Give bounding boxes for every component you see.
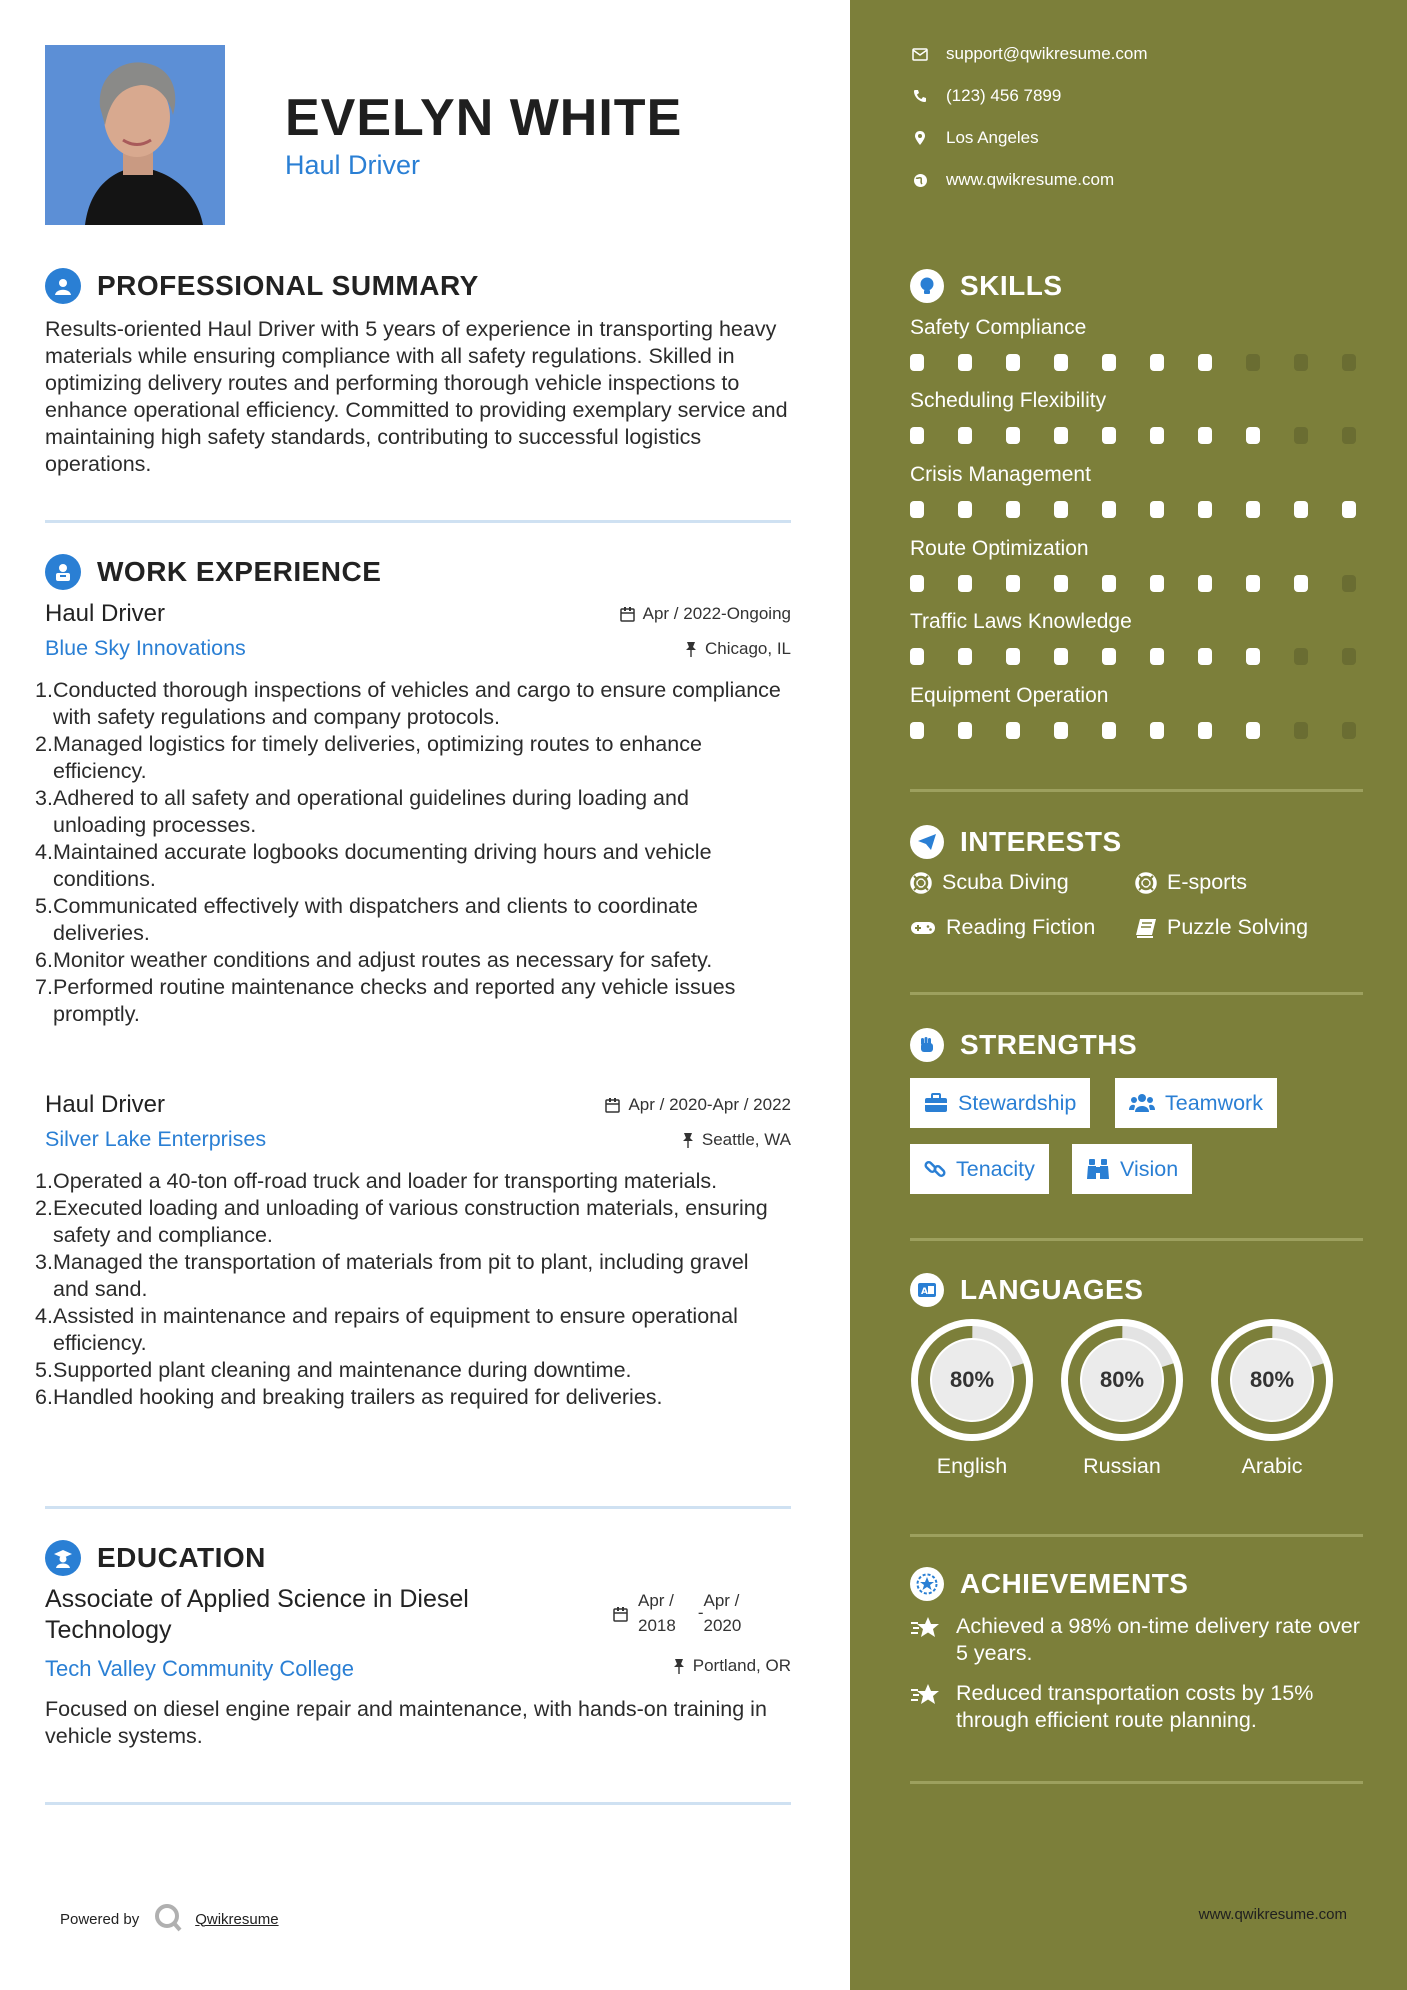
- calendar-icon: [613, 1607, 628, 1622]
- rating-dot-filled: [1198, 648, 1212, 665]
- rating-dot-filled: [1198, 722, 1212, 739]
- languages-section-header: [910, 1273, 1143, 1307]
- rating-dot-filled: [1054, 427, 1068, 444]
- pin-icon: [673, 1658, 685, 1674]
- strength-label: Vision: [1120, 1156, 1179, 1181]
- rating-dot-empty: [1342, 354, 1356, 371]
- pin-icon: [682, 1132, 694, 1148]
- skill-item: [910, 389, 1360, 444]
- rating-dot-filled: [1006, 575, 1020, 592]
- education-location: [673, 1656, 791, 1676]
- job-date: [620, 604, 791, 624]
- job-duties-list: [35, 1168, 791, 1411]
- list-item: [35, 1303, 781, 1357]
- rating-dot-empty: [1294, 354, 1308, 371]
- education-degree: Associate of Applied Science in Diesel Technology: [45, 1585, 469, 1644]
- paper-plane-icon: [910, 825, 944, 859]
- life-ring-icon: [910, 872, 932, 894]
- rating-dot-filled: [1246, 648, 1260, 665]
- rating-dot-filled: [1054, 722, 1068, 739]
- list-item: [35, 1249, 781, 1303]
- list-item: [35, 947, 781, 974]
- language-percent: 80%: [1249, 1367, 1295, 1392]
- list-number: 7.: [35, 975, 53, 999]
- rating-dot-filled: [1198, 575, 1212, 592]
- qwikresume-link[interactable]: Qwikresume: [195, 1910, 279, 1928]
- sidebar-divider: [910, 1534, 1363, 1537]
- candidate-title: Haul Driver: [285, 150, 421, 180]
- contact-phone-text: (123) 456 7899: [946, 86, 1062, 105]
- rating-dot-filled: [910, 501, 924, 518]
- list-item-text: Managed the transportation of materials from pit to plant, including gravel and sand.: [53, 1250, 749, 1301]
- rating-dot-filled: [1246, 575, 1260, 592]
- job-title: Haul Driver: [45, 1091, 166, 1118]
- education-location-text: Portland, OR: [692, 1656, 791, 1675]
- link-icon: [924, 1158, 946, 1180]
- skill-rating: [910, 501, 1356, 518]
- rating-dot-filled: [958, 575, 972, 592]
- rating-dot-empty: [1246, 354, 1260, 371]
- rating-dot-filled: [1054, 575, 1068, 592]
- job-date-text: Apr / 2022-Ongoing: [642, 604, 791, 623]
- language-item: [1060, 1318, 1184, 1479]
- language-progress-ring: [1210, 1318, 1334, 1442]
- interest-item: [1135, 915, 1308, 940]
- list-item: [35, 1384, 781, 1411]
- calendar-icon: [620, 607, 635, 622]
- summary-text: Results-oriented Haul Driver with 5 years of experience in transporting heavy materials while ensuring compliance with all safety regulations. Skilled in optimizing delivery routes and performing thorough vehicle inspections to enhance operational efficiency. Committed to providing exemplary service and maintaining high safety standards, contributing to successful logistics operations.: [45, 317, 788, 476]
- map-marker-icon: [910, 130, 930, 146]
- job-location: [682, 1130, 791, 1150]
- contact-email-text: support@qwikresume.com: [946, 44, 1148, 63]
- rating-dot-filled: [1054, 648, 1068, 665]
- interest-label: Scuba Diving: [942, 870, 1069, 894]
- sidebar: [850, 0, 1407, 1990]
- language-name: Arabic: [1241, 1454, 1303, 1478]
- education-heading: EDUCATION: [97, 1542, 266, 1573]
- language-item: [1210, 1318, 1334, 1479]
- briefcase-icon: [924, 1093, 948, 1113]
- skill-name: Crisis Management: [910, 463, 1091, 486]
- book-icon: [1135, 918, 1157, 938]
- star-icon: [910, 1613, 946, 1667]
- skill-item: [910, 684, 1360, 739]
- rating-dot-filled: [958, 427, 972, 444]
- svg-text:A: A: [921, 1287, 928, 1297]
- sidebar-divider: [910, 992, 1363, 995]
- list-item: [35, 677, 781, 731]
- list-item: [35, 974, 781, 1028]
- skill-rating: [910, 427, 1356, 444]
- rating-dot-filled: [1102, 427, 1116, 444]
- education-date-dash: -: [697, 1603, 704, 1622]
- strength-label: Stewardship: [958, 1090, 1077, 1115]
- gamepad-icon: [910, 920, 936, 936]
- education-end-month: Apr /: [703, 1591, 740, 1610]
- rating-dot-filled: [1006, 427, 1020, 444]
- list-item: [35, 893, 781, 947]
- user-icon: [45, 268, 81, 304]
- achievements-section-header: [910, 1567, 1188, 1601]
- rating-dot-filled: [910, 722, 924, 739]
- strength-tag: [1072, 1144, 1192, 1194]
- education-description: Focused on diesel engine repair and maintenance, with hands-on training in vehicle systems.: [45, 1697, 767, 1748]
- language-item: [910, 1318, 1034, 1479]
- list-number: 4.: [35, 840, 53, 864]
- strength-tag: [1115, 1078, 1277, 1128]
- rating-dot-filled: [1246, 501, 1260, 518]
- rating-dot-filled: [1198, 427, 1212, 444]
- rating-dot-filled: [1246, 427, 1260, 444]
- rating-dot-filled: [1006, 722, 1020, 739]
- language-percent: 80%: [1099, 1367, 1145, 1392]
- education-end-year: 2020: [703, 1616, 742, 1635]
- languages-heading: LANGUAGES: [960, 1274, 1144, 1305]
- achievement-text: Achieved a 98% on-time delivery rate over 5 years.: [956, 1614, 1360, 1665]
- rating-dot-filled: [958, 501, 972, 518]
- strength-tag: [910, 1144, 1049, 1194]
- list-item-text: Monitor weather conditions and adjust routes as necessary for safety.: [53, 948, 713, 972]
- rating-dot-filled: [1006, 648, 1020, 665]
- rating-dot-filled: [1150, 354, 1164, 371]
- skill-name: Scheduling Flexibility: [910, 389, 1107, 412]
- rating-dot-filled: [1342, 501, 1356, 518]
- phone-icon: [910, 89, 930, 103]
- strength-label: Tenacity: [956, 1156, 1035, 1181]
- rating-dot-filled: [1294, 575, 1308, 592]
- list-number: 3.: [35, 786, 53, 810]
- list-number: 5.: [35, 894, 53, 918]
- list-number: 5.: [35, 1358, 53, 1382]
- contact-website[interactable]: [910, 170, 1114, 190]
- powered-by: [60, 1902, 279, 1936]
- education-section-header: [45, 1540, 266, 1576]
- education-dates: [613, 1588, 763, 1638]
- rating-dot-filled: [910, 575, 924, 592]
- language-progress-ring: [1060, 1318, 1184, 1442]
- list-number: 6.: [35, 948, 53, 972]
- rating-dot-filled: [1150, 648, 1164, 665]
- rating-dot-filled: [1054, 354, 1068, 371]
- skill-item: [910, 610, 1360, 665]
- skill-item: [910, 316, 1360, 371]
- skill-name: Equipment Operation: [910, 684, 1109, 707]
- job-company: Blue Sky Innovations: [45, 636, 246, 660]
- summary-heading: PROFESSIONAL SUMMARY: [97, 270, 479, 301]
- rating-dot-filled: [1102, 648, 1116, 665]
- rating-dot-filled: [958, 648, 972, 665]
- job-entry: [35, 1091, 791, 1411]
- list-number: 3.: [35, 1250, 53, 1274]
- education-start-month: Apr /: [638, 1591, 674, 1610]
- skill-name: Safety Compliance: [910, 316, 1087, 339]
- interest-item: [1135, 870, 1247, 895]
- list-item: [35, 1195, 781, 1249]
- section-divider: [45, 1506, 791, 1509]
- rating-dot-filled: [1102, 501, 1116, 518]
- education-school: Tech Valley Community College: [45, 1656, 354, 1681]
- profile-photo: [45, 45, 225, 225]
- powered-by-label: Powered by: [60, 1910, 140, 1928]
- skill-name: Route Optimization: [910, 537, 1089, 560]
- list-number: 2.: [35, 1196, 53, 1220]
- list-item-text: Communicated effectively with dispatchers and clients to coordinate deliveries.: [53, 894, 698, 945]
- rating-dot-filled: [1102, 722, 1116, 739]
- strength-tag: [910, 1078, 1090, 1128]
- list-item-text: Handled hooking and breaking trailers as required for deliveries.: [53, 1385, 663, 1409]
- language-icon: [910, 1273, 944, 1307]
- language-percent: 80%: [949, 1367, 995, 1392]
- rating-dot-filled: [910, 354, 924, 371]
- qwikresume-logo-icon: [153, 1902, 183, 1936]
- list-item: [35, 1168, 781, 1195]
- contact-phone[interactable]: [910, 86, 1061, 106]
- job-company: Silver Lake Enterprises: [45, 1127, 267, 1151]
- rating-dot-filled: [1102, 575, 1116, 592]
- skill-rating: [910, 648, 1356, 665]
- rating-dot-empty: [1294, 427, 1308, 444]
- language-name: English: [936, 1454, 1008, 1478]
- strength-label: Teamwork: [1165, 1090, 1263, 1115]
- rating-dot-filled: [1246, 722, 1260, 739]
- interest-label: Reading Fiction: [946, 915, 1096, 939]
- achievements-heading: ACHIEVEMENTS: [960, 1568, 1189, 1599]
- strengths-heading: STRENGTHS: [960, 1029, 1138, 1060]
- sidebar-divider: [910, 1238, 1363, 1241]
- globe-icon: [910, 173, 930, 188]
- rating-dot-filled: [1150, 722, 1164, 739]
- sidebar-divider: [910, 1781, 1363, 1784]
- graduate-icon: [45, 1540, 81, 1576]
- interests-section-header: [910, 825, 1122, 859]
- rating-dot-filled: [1054, 501, 1068, 518]
- list-item-text: Executed loading and unloading of various construction materials, ensuring safety and compliance.: [53, 1196, 768, 1247]
- achievement-item: [910, 1613, 1370, 1667]
- job-date: [605, 1095, 791, 1115]
- briefcase-user-icon: [45, 554, 81, 590]
- rating-dot-filled: [910, 648, 924, 665]
- interest-item: [910, 915, 1095, 940]
- rating-dot-filled: [1198, 501, 1212, 518]
- rating-dot-filled: [1150, 575, 1164, 592]
- rating-dot-filled: [958, 354, 972, 371]
- achievement-item: [910, 1680, 1370, 1734]
- interests-heading: INTERESTS: [960, 826, 1122, 857]
- rating-dot-empty: [1342, 427, 1356, 444]
- list-item-text: Maintained accurate logbooks documenting driving hours and vehicle conditions.: [53, 840, 712, 891]
- rating-dot-filled: [1198, 354, 1212, 371]
- education-start-year: 2018: [638, 1616, 676, 1635]
- skill-rating: [910, 354, 1356, 371]
- rating-dot-empty: [1294, 648, 1308, 665]
- rating-dot-filled: [1006, 501, 1020, 518]
- rating-dot-empty: [1342, 575, 1356, 592]
- footer-website[interactable]: www.qwikresume.com: [1198, 1906, 1347, 1923]
- section-divider: [45, 520, 791, 523]
- rating-dot-filled: [1150, 501, 1164, 518]
- candidate-name: EVELYN WHITE: [285, 89, 683, 147]
- job-location-text: Chicago, IL: [705, 638, 791, 658]
- contact-website-text: www.qwikresume.com: [946, 170, 1115, 189]
- work-section-header: [45, 554, 381, 590]
- list-item-text: Operated a 40-ton off-road truck and loader for transporting materials.: [53, 1169, 718, 1193]
- rating-dot-empty: [1342, 722, 1356, 739]
- list-number: 2.: [35, 732, 53, 756]
- rating-dot-filled: [1150, 427, 1164, 444]
- interest-label: E-sports: [1167, 870, 1248, 894]
- rating-dot-filled: [1102, 354, 1116, 371]
- list-number: 1.: [35, 1169, 53, 1193]
- star-badge-icon: [910, 1567, 944, 1601]
- lightbulb-icon: [910, 269, 944, 303]
- interest-item: [910, 870, 1069, 895]
- skill-name: Traffic Laws Knowledge: [910, 610, 1132, 633]
- language-name: Russian: [1083, 1454, 1161, 1478]
- interest-label: Puzzle Solving: [1167, 915, 1309, 939]
- job-duties-list: [35, 677, 791, 1028]
- skills-heading: SKILLS: [960, 270, 1063, 301]
- envelope-icon: [910, 48, 930, 61]
- job-title: Haul Driver: [45, 600, 166, 627]
- job-location: [685, 639, 791, 659]
- skills-section-header: [910, 269, 1063, 303]
- contact-email[interactable]: [910, 44, 1148, 64]
- list-number: 1.: [35, 678, 53, 702]
- star-icon: [910, 1680, 946, 1734]
- section-divider: [45, 1802, 791, 1805]
- pin-icon: [685, 641, 697, 657]
- rating-dot-filled: [1006, 354, 1020, 371]
- education-entry: [45, 1584, 791, 1750]
- job-entry: [35, 600, 791, 1028]
- skill-rating: [910, 575, 1356, 592]
- job-date-text: Apr / 2020-Apr / 2022: [628, 1095, 791, 1114]
- list-item: [35, 839, 781, 893]
- list-item-text: Performed routine maintenance checks and reported any vehicle issues promptly.: [53, 975, 736, 1026]
- rating-dot-empty: [1294, 722, 1308, 739]
- summary-section-header: [45, 268, 479, 304]
- calendar-icon: [605, 1098, 620, 1113]
- fist-icon: [910, 1028, 944, 1062]
- binoculars-icon: [1086, 1158, 1110, 1180]
- work-heading: WORK EXPERIENCE: [97, 556, 382, 587]
- sidebar-divider: [910, 789, 1363, 792]
- list-item: [35, 785, 781, 839]
- strengths-section-header: [910, 1028, 1137, 1062]
- users-icon: [1129, 1093, 1155, 1113]
- language-progress-ring: [910, 1318, 1034, 1442]
- rating-dot-filled: [1294, 501, 1308, 518]
- list-item: [35, 731, 781, 785]
- achievement-text: Reduced transportation costs by 15% through efficient route planning.: [956, 1681, 1314, 1732]
- job-location-text: Seattle, WA: [701, 1129, 791, 1149]
- rating-dot-filled: [910, 427, 924, 444]
- list-item-text: Conducted thorough inspections of vehicles and cargo to ensure compliance with safety regulations and company protocols.: [53, 678, 781, 729]
- skill-item: [910, 463, 1360, 518]
- skill-rating: [910, 722, 1356, 739]
- contact-location: [910, 128, 1039, 148]
- rating-dot-empty: [1342, 648, 1356, 665]
- skill-item: [910, 537, 1360, 592]
- list-item-text: Managed logistics for timely deliveries, optimizing routes to enhance efficiency.: [53, 732, 702, 783]
- list-item-text: Assisted in maintenance and repairs of equipment to ensure operational efficiency.: [53, 1304, 738, 1355]
- rating-dot-filled: [958, 722, 972, 739]
- list-number: 6.: [35, 1385, 53, 1409]
- life-ring-icon: [1135, 872, 1157, 894]
- contact-location-text: Los Angeles: [946, 128, 1039, 147]
- list-number: 4.: [35, 1304, 53, 1328]
- list-item-text: Supported plant cleaning and maintenance during downtime.: [53, 1358, 632, 1382]
- list-item-text: Adhered to all safety and operational guidelines during loading and unloading processes.: [53, 786, 689, 837]
- list-item: [35, 1357, 781, 1384]
